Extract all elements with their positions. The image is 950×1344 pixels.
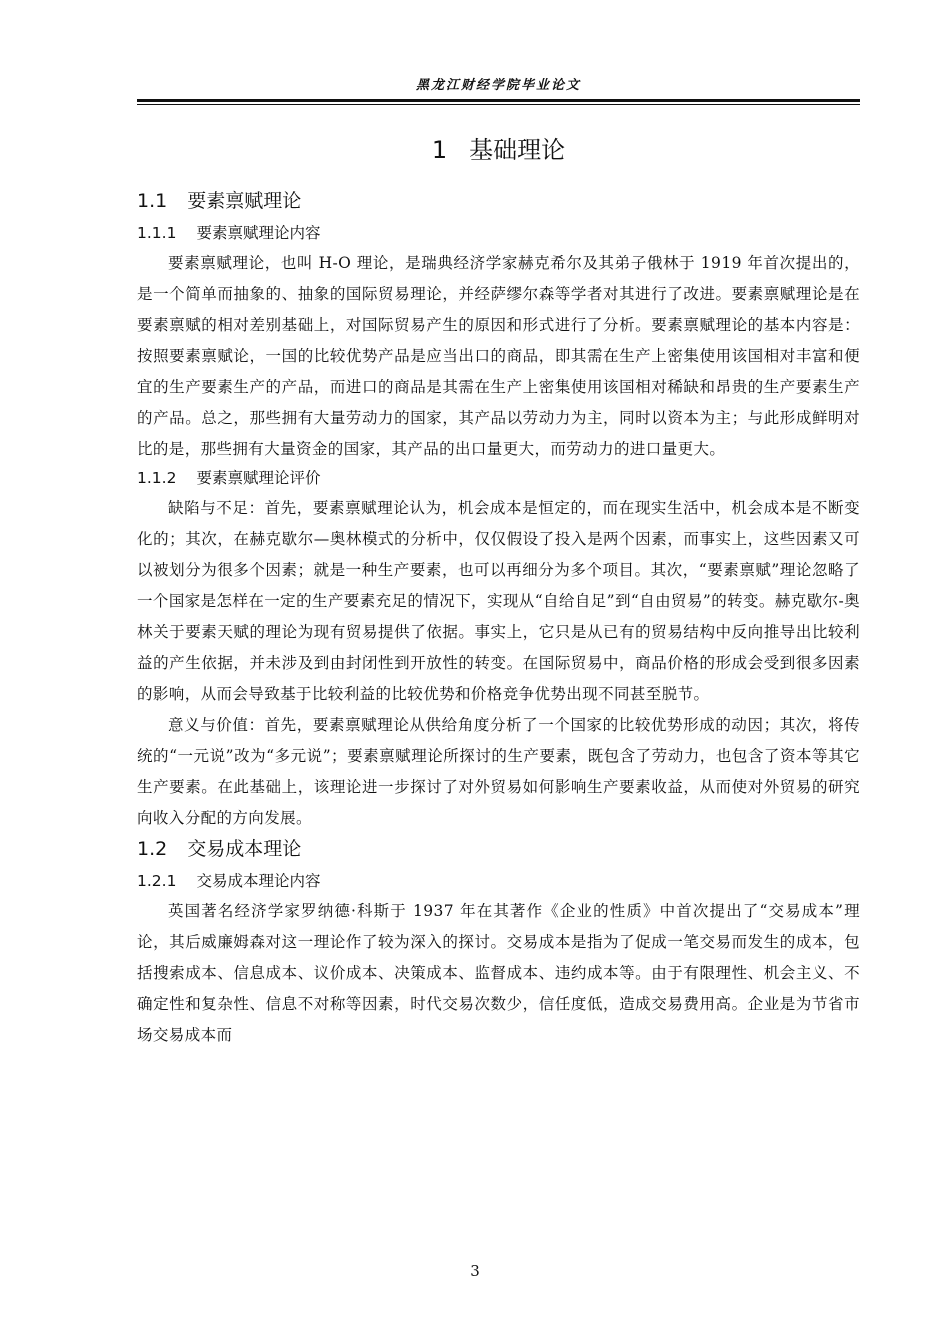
subsection-number: 1.1.1 [137,224,177,242]
subsection-heading-1-2-1 [137,868,860,894]
chapter-title [137,130,860,170]
chapter-number: 1 [431,136,448,164]
subsection-heading-1-1-2 [137,465,860,491]
paragraph: 要素禀赋理论，也叫 H-O 理论，是瑞典经济学家赫克希尔及其弟子俄林于 1919 年首次提出的，是一个简单而抽象的、抽象的国际贸易理论，并经萨缪尔森等学者对其进行了改进。要素禀赋理论是在要素禀赋的相对差别基础上，对国际贸易产生的原因和形式进行了分析。要素禀赋理论的基本内容是：按照要素禀赋论，一国的比较优势产品是应当出口的商品，即其需在生产上密集使用该国相对丰富和便宜的生产要素生产的产品，而进口的商品是其需在生产上密集使用该国相对稀缺和昂贵的生产要素生产的产品。总之，那些拥有大量劳动力的国家，其产品以劳动力为主，同时以资本为主；与此形成鲜明对比的是，那些拥有大量资金的国家，其产品的出口量更大，而劳动力的进口量更大。 [137,254,860,458]
subsection-number: 1.2.1 [137,872,177,890]
header-rule-thin [137,104,860,105]
page-body [137,130,860,1051]
paragraph: 英国著名经济学家罗纳德·科斯于 1937 年在其著作《企业的性质》中首次提出了“交易成本”理论，其后威廉姆森对这一理论作了较为深入的探讨。交易成本是指为了促成一笔交易而发生的成本，包括搜索成本、信息成本、议价成本、决策成本、监督成本、违约成本等。由于有限理性、机会主义、不确定性和复杂性、信息不对称等因素，时代交易次数少，信任度低，造成交易费用高。企业是为节省市场交易成本而 [137,902,860,1044]
section-number: 1.2 [137,838,168,860]
section-heading-1-2 [137,834,860,864]
paragraph: 意义与价值：首先，要素禀赋理论从供给角度分析了一个国家的比较优势形成的动因；其次，将传统的“一元说”改为“多元说”；要素禀赋理论所探讨的生产要素，既包含了劳动力，也包含了资本等其它生产要素。在此基础上，该理论进一步探讨了对外贸易如何影响生产要素收益，从而使对外贸易的研究向收入分配的方向发展。 [137,716,860,827]
section-title: 交易成本理论 [187,838,302,860]
subsection-heading-1-1-1 [137,220,860,246]
subsection-number: 1.1.2 [137,469,177,487]
section-heading-1-1 [137,186,860,216]
running-header: 黑龙江财经学院毕业论文 [415,78,581,93]
header-rule-thick [137,99,860,102]
paragraph: 缺陷与不足：首先，要素禀赋理论认为，机会成本是恒定的，而在现实生活中，机会成本是不断变化的；其次，在赫克歇尔—奥林模式的分析中，仅仅假设了投入是两个因素，而事实上，这些因素又可以被划分为很多个因素；就是一种生产要素，也可以再细分为多个项目。其次，“要素禀赋”理论忽略了一个国家是怎样在一定的生产要素充足的情况下，实现从“自给自足”到“自由贸易”的转变。赫克歇尔-奥林关于要素天赋的理论为现有贸易提供了依据。事实上，它只是从已有的贸易结构中反向推导出比较利益的产生依据，并未涉及到由封闭性到开放性的转变。在国际贸易中，商品价格的形成会受到很多因素的影响，从而会导致基于比较利益的比较优势和价格竞争优势出现不同甚至脱节。 [137,499,860,703]
section-number: 1.1 [137,190,168,212]
subsection-title: 要素禀赋理论评价 [196,469,321,487]
section-title: 要素禀赋理论 [187,190,302,212]
page-number: 3 [470,1262,480,1280]
subsection-title: 交易成本理论内容 [196,872,321,890]
chapter-title-text: 基础理论 [469,136,566,164]
subsection-title: 要素禀赋理论内容 [196,224,321,242]
